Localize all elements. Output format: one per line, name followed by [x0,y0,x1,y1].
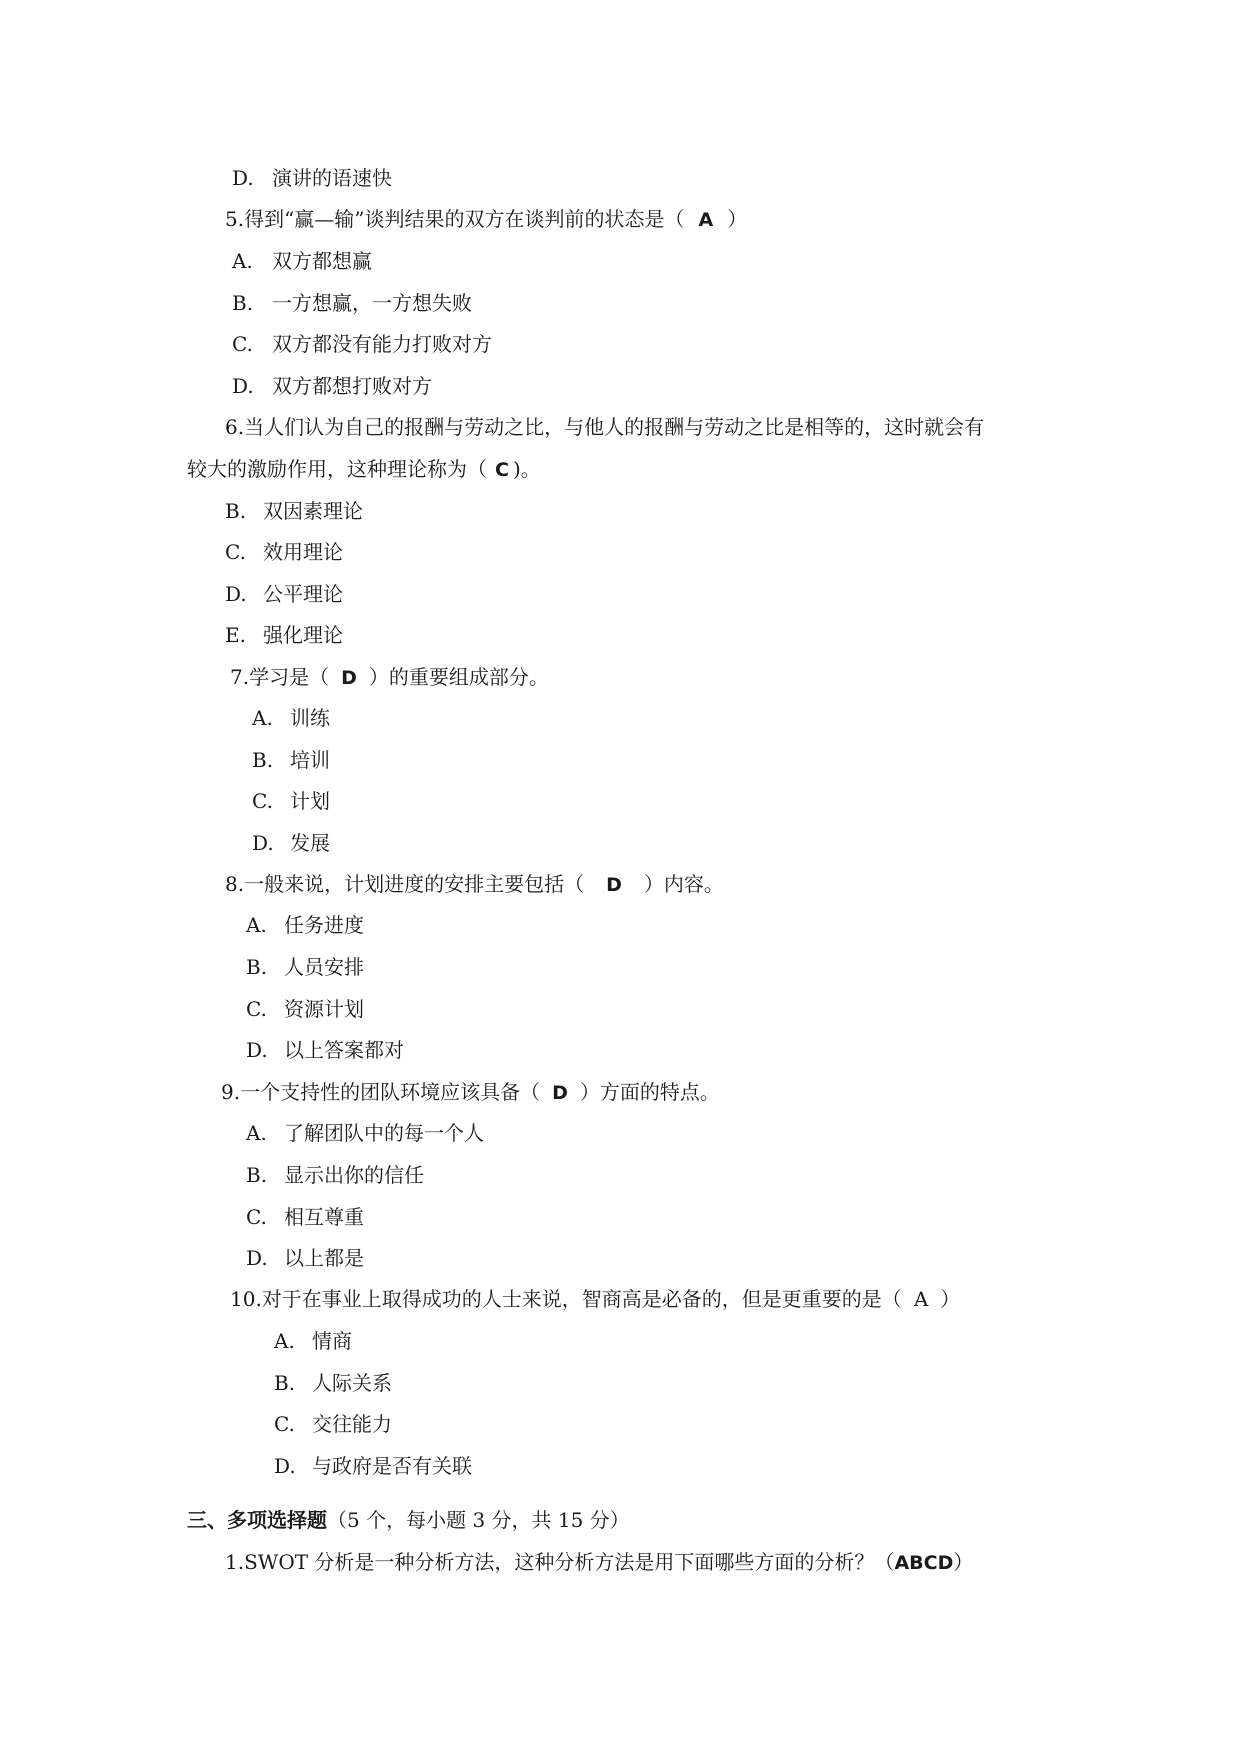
option-label: B. [246,1163,268,1187]
option-d [274,1453,472,1479]
answer-mark: A [913,1287,929,1311]
stem-text: 1.SWOT 分析是一种分析方法，这种分析方法是用下面哪些方面的分析？（ [225,1550,895,1574]
stem-text-end: )。 [512,457,541,481]
option-label: C. [252,789,273,813]
option-text: 发展 [290,831,330,855]
option-text: 情商 [312,1329,352,1353]
option-label: A. [246,913,267,937]
option-d [246,1245,364,1271]
option-label: B. [246,955,268,979]
question-7-stem [230,664,549,690]
stem-text: 6.当人们认为自己的报酬与劳动之比，与他人的报酬与劳动之比是相等的，这时就会有 [225,415,985,439]
stem-text-end: ） [940,1287,961,1311]
option-c [232,331,492,357]
option-label: D. [232,166,254,190]
stem-text-end: ）内容。 [643,872,724,896]
option-label: C. [225,540,246,564]
option-text: 双因素理论 [263,499,363,523]
option-d [232,165,392,191]
option-text: 双方都想赢 [272,249,372,273]
question-5-stem [225,206,747,232]
option-label: B. [274,1371,296,1395]
option-c [246,996,364,1022]
stem-text: 8.一般来说，计划进度的安排主要包括（ [225,872,585,896]
option-a [246,912,364,938]
question-6-stem-line2 [187,456,541,482]
stem-text-end: ）的重要组成部分。 [368,665,549,689]
option-d [252,830,330,856]
option-label: C. [274,1412,295,1436]
option-text: 与政府是否有关联 [312,1454,472,1478]
option-label: C. [246,997,267,1021]
option-label: B. [232,291,254,315]
option-label: A. [232,249,253,273]
option-text: 人际关系 [312,1371,392,1395]
option-text: 相互尊重 [284,1205,364,1229]
option-label: D. [225,582,247,606]
stem-text: 10.对于在事业上取得成功的人士来说，智商高是必备的，但是更重要的是（ [230,1287,902,1311]
option-text: 双方都想打败对方 [272,374,432,398]
stem-text: 9.一个支持性的团队环境应该具备（ [221,1080,541,1104]
option-a [246,1120,484,1146]
option-b [274,1370,392,1396]
answer-mark: A [698,209,714,231]
option-b [225,498,363,524]
option-text: 了解团队中的每一个人 [284,1121,484,1145]
stem-text-end: ） [727,207,748,231]
option-label: C. [232,332,253,356]
option-text: 人员安排 [284,955,364,979]
option-text: 以上都是 [284,1246,364,1270]
option-c [274,1411,392,1437]
answer-mark: D [341,667,357,689]
option-text: 任务进度 [284,913,364,937]
answer-mark: D [606,874,622,896]
answer-mark: C [495,459,509,481]
option-label: D. [246,1246,268,1270]
option-b [252,747,330,773]
option-text: 公平理论 [263,582,343,606]
option-c [252,788,330,814]
option-text: 训练 [290,706,330,730]
stem-text-end: ）方面的特点。 [579,1080,720,1104]
answer-mark: ABCD [894,1552,954,1574]
section-title: 三、多项选择题 [187,1508,327,1532]
option-text: 强化理论 [263,623,343,647]
option-text: 双方都没有能力打败对方 [272,332,492,356]
option-text: 效用理论 [263,540,343,564]
option-text: 计划 [290,789,330,813]
option-label: C. [246,1205,267,1229]
option-label: A. [274,1329,295,1353]
option-d [246,1037,404,1063]
option-text: 交往能力 [312,1412,392,1436]
option-c [246,1204,364,1230]
question-8-stem [225,871,724,897]
option-b [232,290,472,316]
option-b [246,954,364,980]
answer-mark: D [552,1082,568,1104]
option-a [274,1328,352,1354]
option-label: A. [252,706,273,730]
option-label: D. [246,1038,268,1062]
option-d [232,373,432,399]
option-b [246,1162,424,1188]
question-6-stem-line1 [225,414,984,440]
question-9-stem [221,1079,720,1105]
option-text: 一方想赢，一方想失败 [272,291,472,315]
option-text: 以上答案都对 [284,1038,404,1062]
option-label: D. [232,374,254,398]
section-heading [187,1507,630,1533]
option-a [232,248,372,274]
stem-text: 5.得到“赢—输”谈判结果的双方在谈判前的状态是（ [225,207,685,231]
option-label: D. [252,831,274,855]
stem-text: 7.学习是（ [230,665,330,689]
option-text: 演讲的语速快 [272,166,392,190]
multi-question-1-stem [225,1549,973,1575]
option-a [252,705,330,731]
option-label: B. [252,748,274,772]
option-text: 培训 [290,748,330,772]
option-label: A. [246,1121,267,1145]
option-d [225,581,343,607]
option-label: D. [274,1454,296,1478]
section-note: （5 个，每小题 3 分，共 15 分） [327,1508,630,1532]
option-e [225,622,343,648]
option-text: 显示出你的信任 [284,1163,424,1187]
option-text: 资源计划 [284,997,364,1021]
option-label: E. [225,623,246,647]
option-label: B. [225,499,247,523]
question-10-stem [230,1286,960,1312]
stem-text-end: ） [953,1550,974,1574]
stem-text: 较大的激励作用，这种理论称为（ [187,457,487,481]
option-c [225,539,343,565]
